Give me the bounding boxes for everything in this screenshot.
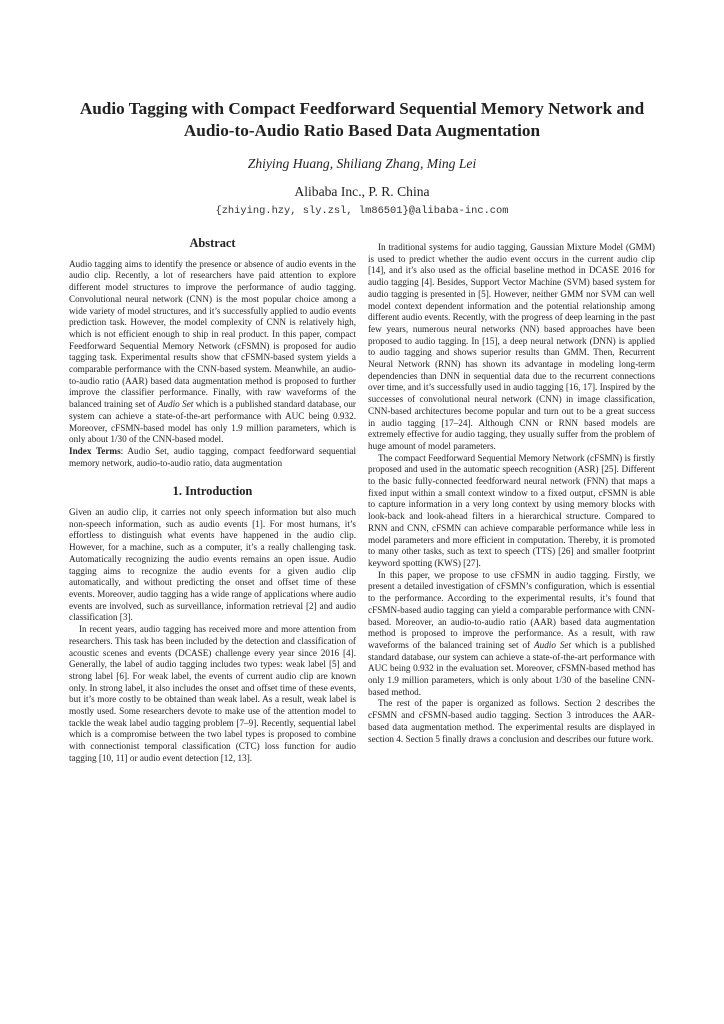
- intro-paragraph-2: In recent years, audio tagging has received more and more attention from researchers. This task has been included by the detection and classification of acoustic scenes and events (DCASE) challenge every year since 2016 [4]. Generally, the label of audio tagging includes two types: weak label [5] and strong label [6]. For weak label, the events of current audio clip are known only. In strong label, it also includes the onset and offset time of these events, but it’s more costly to be obtained than weak label. As a result, weak label is mostly used. Some researchers devote to make use of the attention model to tackle the weak label audio tagging problem [7–9]. Recently, sequential label which is a compromise between the two label types is proposed to combine with connectionist temporal classification (CTC) loss function for audio tagging [10, 11] or audio event detection [12, 13].: [69, 624, 356, 763]
- intro-paragraph-1: Given an audio clip, it carries not only speech information but also much non-speech information, such as audio events [1]. For most humans, it’s effortless to distinguish what events have happened in the audio clip. However, for a machine, such as a computer, it’s a really challenging task. Automatically recognizing the audio events remains an open issue. Audio tagging aims to recognize the audio events for a given audio clip automatically, and without predicting the onset and offset time of these events. Moreover, audio tagging has a wide range of applications where audio events are involved, such as surveillance, information retrieval [2] and audio classification [3].: [69, 507, 356, 623]
- paper-title: [40, 98, 684, 142]
- intro-paragraph-5: [368, 570, 655, 699]
- intro-paragraph-4: The compact Feedforward Sequential Memory Network (cFSMN) is firstly proposed and used in the automatic speech recognition (ASR) [25]. Different to the basic fully-connected feedforward neural network (FNN) that maps a fixed input within a small context window to a fixed output, cFSMN is able to capture information in a very long context by using memory blocks with look-back and look-ahead filters in a hierarchical structure. Compared to RNN and CNN, cFSMN can achieve comparable performance while less in model parameters and more efficient in computation. Thereby, it is promoted to many other tasks, such as text to speech (TTS) [26] and smaller footprint keyword spotting (KWS) [27].: [368, 452, 655, 568]
- intro-paragraph-3: In traditional systems for audio tagging, Gaussian Mixture Model (GMM) is used to predict whether the audio event occurs in the current audio clip [14], and it’s also used as the official baseline method in DCASE 2016 for audio tagging [4]. Besides, Support Vector Machine (SVM) based system for audio tagging is presented in [5]. However, neither GMM nor SVM can well model context dependent information and the potential relationship among different audio events. Recently, with the progress of deep learning in the past few years, numerous neural networks (NN) based approaches have been proposed to audio tagging. In [15], a deep neural network (DNN) is applied to audio tagging and shows superior results than GMM. Then, Recurrent Neural Network (RNN) has shown its advantage in modeling long-term dependencies than DNN in sequential data due to the recurrent connections over time, and it’s successfully used in audio tagging [16, 17]. Inspired by the successes of convolutional neural network (CNN) in image classification, CNN-based architectures become popular and turn out to be a great success in audio tagging [17–24]. Although CNN or RNN based models are extremely effective for audio tagging, they usually suffer from the problem of huge amount of model parameters.: [368, 242, 655, 451]
- author-emails: {zhiying.hzy, sly.zsl, lm86501}@alibaba-inc.com: [215, 205, 509, 217]
- intro-p5-text-b: which is a published standard database, our system can achieve a state-of-the-art performance with AUC being 0.932 in the evaluation set. Moreover, cFSMN-based method has only 1.9 million parameters, which is only about 1/30 of the baseline CNN-based method.: [368, 639, 656, 697]
- intro-p5-text-a: In this paper, we propose to use cFSMN in audio tagging. Firstly, we present a detailed investigation of cFSMN’s configuration, which is essential to the performance. According to the experimental results, it’s found that cFSMN-based audio tagging can yield a comparable performance with CNN-based. Moreover, an audio-to-audio ratio (AAR) based data augmentation method is proposed to improve the performance. As a result, with raw waveforms of the balanced training set of: [368, 569, 655, 650]
- intro-paragraph-6: The rest of the paper is organized as follows. Section 2 describes the cFSMN and cFSMN-based audio tagging. Section 3 introduces the AAR-based data augmentation method. The experimental results are displayed in section 4. Section 5 finally draws a conclusion and describes our future work.: [368, 698, 655, 744]
- index-terms: [69, 446, 356, 469]
- affiliation: Alibaba Inc., P. R. China: [294, 184, 430, 199]
- intro-p5-emphasis: Audio Set: [534, 639, 572, 650]
- left-column: [69, 238, 356, 765]
- abstract-text-a: Audio tagging aims to identify the presence or absence of audio events in the audio clip. Recently, a lot of researchers have paid attention to explore different model structures to improve the performance of audio tagging. Convolutional neural network (CNN) is the most popular choice among a wide variety of model structures, and it’s successfully applied to audio events prediction task. However, the model complexity of CNN is relatively high, which is not efficient enough to ship in real product. In this paper, compact Feedforward Sequential Memory Network (cFSMN) is proposed for audio tagging task. Experimental results show that cFSMN-based system yields a comparable performance with the CNN-based system. Meanwhile, an audio-to-audio ratio (AAR) based data augmentation method is proposed to further improve the classifier performance. Finally, with raw waveforms of the balanced training set of: [69, 258, 356, 410]
- paper-title-line-1: Audio Tagging with Compact Feedforward Sequential Memory Network and: [79, 99, 645, 118]
- index-terms-text: : Audio Set, audio tagging, compact feedforward sequential memory network, audio-to-audio ratio, data augmentation: [69, 445, 357, 468]
- author-list: Zhiying Huang, Shiliang Zhang, Ming Lei: [247, 156, 477, 171]
- abstract-text-emphasis: Audio Set: [157, 399, 194, 410]
- index-terms-label: Index Terms: [69, 445, 121, 456]
- abstract-paragraph: [69, 259, 356, 446]
- abstract-heading: Abstract: [189, 236, 236, 250]
- introduction-heading: 1. Introduction: [172, 484, 253, 499]
- right-column: [368, 242, 655, 745]
- abstract-text-b: which is a published standard database, our system can achieve a state-of-the-art performance with AUC being 0.932. Moreover, cFSMN-based model has only 1.9 million parameters, which is only about 1/30 of the CNN-based model.: [69, 399, 356, 445]
- paper-title-line-2: Audio-to-Audio Ratio Based Data Augmentation: [183, 121, 541, 140]
